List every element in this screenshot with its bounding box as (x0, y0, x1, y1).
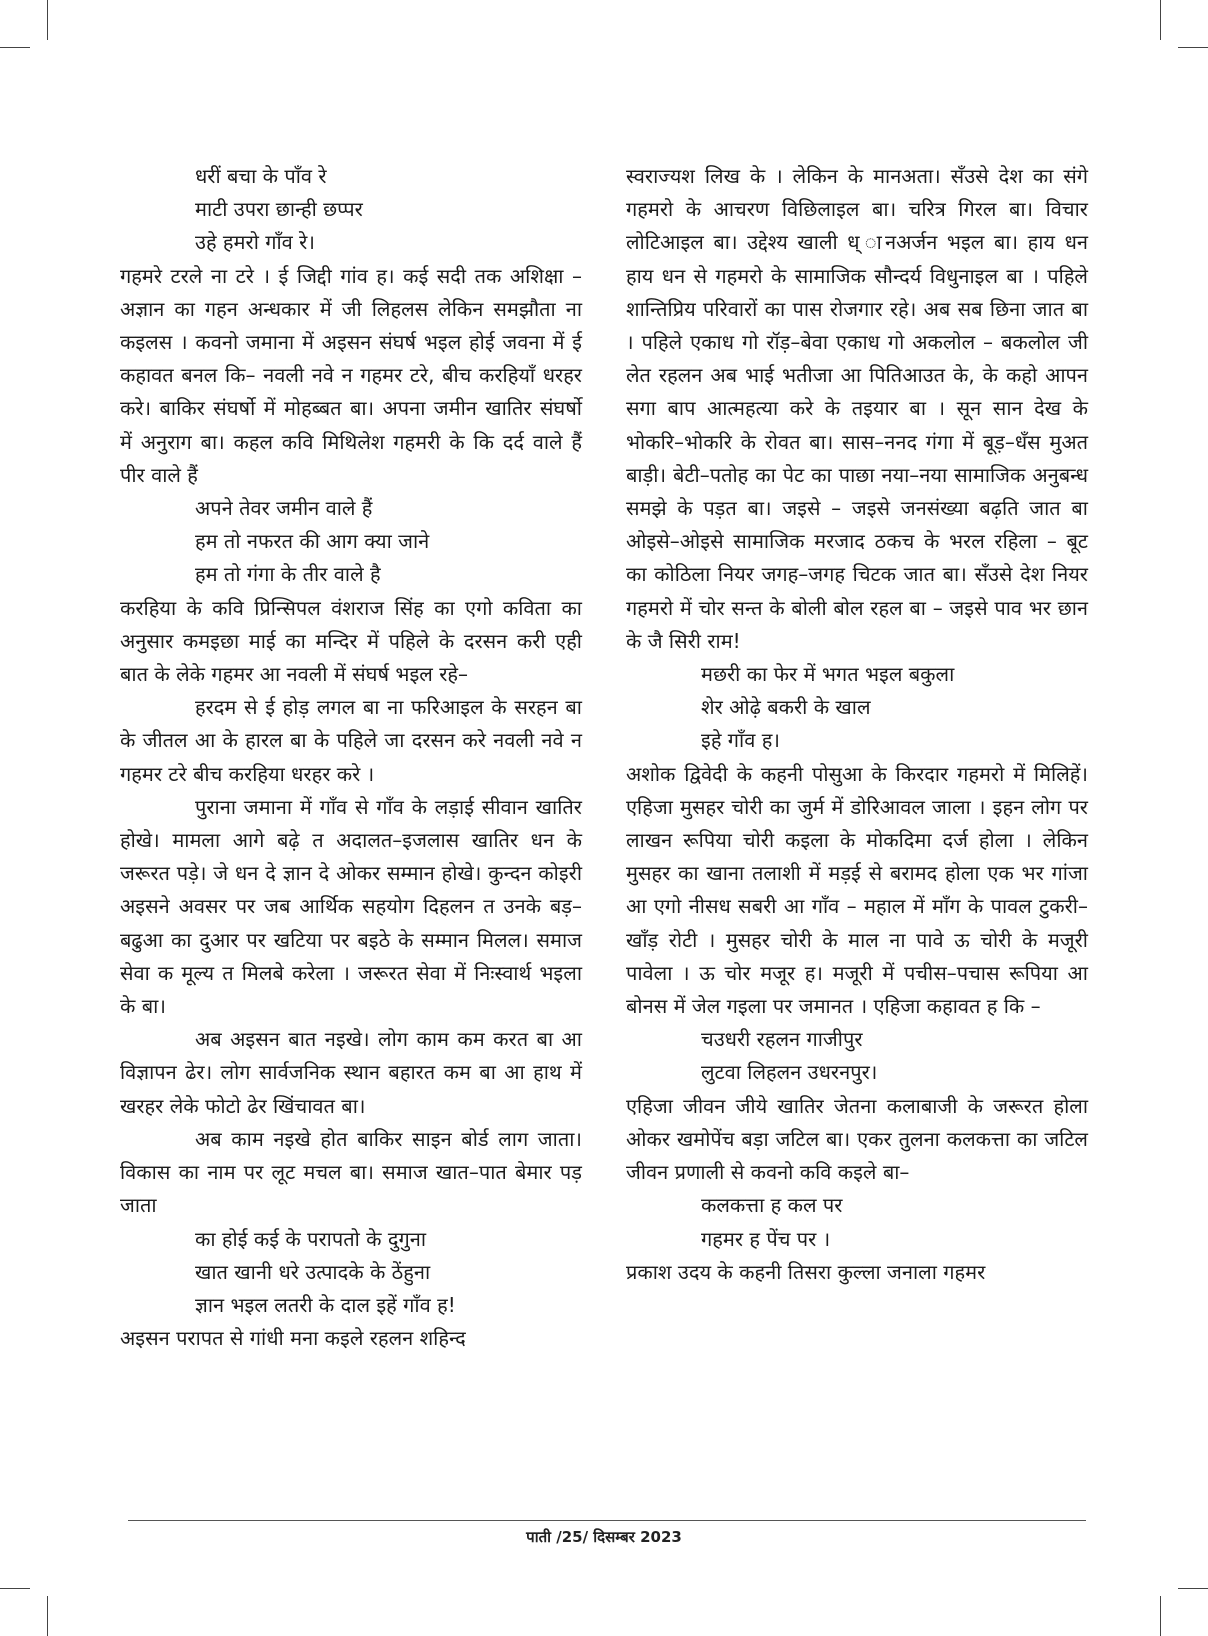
verse-line: हम तो नफरत की आग क्या जाने (195, 529, 430, 554)
crop-mark (1178, 1588, 1208, 1589)
verse-line: ज्ञान भइल लतरी के दाल इहें गाँव ह! (195, 1292, 456, 1317)
verse-line: हम तो गंगा के तीर वाले है (195, 562, 381, 587)
right-column (626, 160, 1088, 1289)
verse-line: धरीं बचा के पाँव रे (195, 164, 327, 188)
paragraph: अशोक द्विवेदी के कहनी पोसुआ के किरदार गहमरो में मिलिहें। एहिजा मुसहर चोरी का जुर्म में डोरिआवल जाला । इहन लोग पर लाखन रूपिया चोरी कइला के मोकदिमा दर्ज होला । लेकिन मुसहर का खाना तलाशी में मड़ई से बरामद होला एक भर गांजा आ एगो नीसध सबरी आ गाँव – महाल में माँग के पावल टुकरी–खाँड़ रोटी । मुसहर चोरी के माल ना पावे ऊ चोरी के मजूरी पावेला । ऊ चोर मजूर ह। मजूरी में पचीस–पचास रूपिया आ बोनस में जेल गइला पर जमानत । एहिजा कहावत ह कि – (626, 761, 1088, 1019)
verse-line: खात खानी धरे उत्पादके के ठेंहुना (195, 1259, 431, 1284)
verse-line: शेर ओढ़े बकरी के खाल (701, 695, 871, 720)
verse-line: माटी उपरा छान्ही छप्पर (195, 197, 363, 222)
verse-line: अपने तेवर जमीन वाले हैं (195, 496, 373, 521)
paragraph: करहिया के कवि प्रिन्सिपल वंशराज सिंह का एगो कविता का अनुसार कमइछा माई का मन्दिर में पहिले के दरसन करी एही बात के लेके गहमर आ नवली में संघर्ष भइल रहे– (120, 595, 582, 687)
verse-line: इहे गाँव ह। (701, 728, 780, 753)
paragraph: अब काम नइखे होत बाकिर साइन बोर्ड लाग जाता। विकास का नाम पर लूट मचल बा। समाज खात–पात बेमार पड़ जाता (120, 1126, 582, 1218)
crop-mark (0, 47, 30, 48)
crop-mark (47, 0, 48, 40)
page-footer: पाती /25/ दिसम्बर 2023 (526, 1528, 682, 1546)
crop-mark (47, 1596, 48, 1636)
paragraph: हरदम से ई होड़ लगल बा ना फरिआइल के सरहन बा के जीतल आ के हारल बा के पहिले जा दरसन करे नवली नवे न गहमर टरे बीच करहिया धरहर करे । (120, 695, 582, 786)
verse-line: मछरी का फेर में भगत भइल बकुला (701, 662, 955, 687)
crop-mark (1160, 1596, 1161, 1636)
paragraph: अब अइसन बात नइखे। लोग काम कम करत बा आ विज्ञापन ढेर। लोग सार्वजनिक स्थान बहारत कम बा आ हाथ में खरहर लेके फोटो ढेर खिंचावत बा। (120, 1027, 582, 1118)
verse-line: लुटवा लिहलन उधरनपुर। (701, 1060, 878, 1085)
verse-line: चउधरी रहलन गाजीपुर (701, 1027, 863, 1052)
paragraph: अइसन परापत से गांधी मना कइले रहलन शहिन्द (120, 1326, 466, 1351)
paragraph: गहमरे टरले ना टरे । ई जिद्दी गांव ह। कई सदी तक अशिक्षा – अज्ञान का गहन अन्धकार में जी लिहलस लेकिन समझौता ना कइलस । कवनो जमाना में अइसन संघर्ष भइल होई जवना में ई कहावत बनल कि– नवली नवे न गहमर टरे, बीच करहियाँ धरहर करे। बाकिर संघर्षो में मोहब्बत बा। अपना जमीन खातिर संघर्षो में अनुराग बा। कहल कवि मिथिलेश गहमरी के कि दर्द वाले हैं पीर वाले हैं (120, 263, 582, 487)
verse-line: उहे हमरो गाँव रे। (195, 230, 315, 255)
paragraph: एहिजा जीवन जीये खातिर जेतना कलाबाजी के जरूरत होला ओकर खमोपेंच बड़ा जटिल बा। एकर तुलना कलकत्ता का जटिल जीवन प्रणाली से कवनो कवि कइले बा– (626, 1093, 1088, 1185)
left-column (120, 160, 582, 1355)
verse-line: गहमर ह पेंच पर । (701, 1226, 831, 1251)
crop-mark (0, 1588, 30, 1589)
footer-rule (128, 1520, 1086, 1521)
verse-line: कलकत्ता ह कल पर (701, 1193, 843, 1218)
crop-mark (1178, 47, 1208, 48)
crop-mark (1160, 0, 1161, 40)
paragraph: पुराना जमाना में गाँव से गाँव के लड़ाई सीवान खातिर होखे। मामला आगे बढ़े त अदालत–इजलास खातिर धन के जरूरत पड़े। जे धन दे ज्ञान दे ओकर सम्मान होखे। कुन्दन कोइरी अइसने अवसर पर जब आर्थिक सहयोग दिहलन त उनके बड़–बढुआ का दुआर पर खटिया पर बइठे के सम्मान मिलल। समाज सेवा क मूल्य त मिलबे करेला । जरूरत सेवा में निःस्वार्थ भइला के बा। (120, 794, 582, 1019)
paragraph: स्वराज्यश लिख के । लेकिन के मानअता। सँउसे देश का संगे गहमरो के आचरण विछिलाइल बा। चरित्र गिरल बा। विचार लोटिआइल बा। उद्देश्य खाली ध् ानअर्जन भइल बा। हाय धन हाय धन से गहमरो के सामाजिक सौन्दर्य विधुनाइल बा । पहिले शान्तिप्रिय परिवारों का पास रोजगार रहे। अब सब छिना जात बा । पहिले एकाध गो रॉड़–बेवा एकाध गो अकलोल – बकलोल जी लेत रहलन अब भाई भतीजा आ पितिआउत के, के कहो आपन सगा बाप आत्महत्या करे के तइयार बा । सून सान देख के भोकरि–भोकरि के रोवत बा। सास–ननद गंगा में बूड़–धँस मुअत बाड़ी। बेटी–पतोह का पेट का पाछा नया–नया सामाजिक अनुबन्ध समझे के पड़त बा। जइसे – जइसे जनसंख्या बढ़ति जात बा ओइसे–ओइसे सामाजिक मरजाद ठकच के भरल रहिला – बूट का कोठिला नियर जगह–जगह चिटक जात बा। सँउसे देश नियर गहमरो में चोर सन्त के बोली बोल रहल बा – जइसे पाव भर छान के जै सिरी राम! (626, 164, 1088, 653)
verse-line: का होई कई के परापतो के दुगुना (195, 1226, 427, 1251)
paragraph: प्रकाश उदय के कहनी तिसरा कुल्ला जनाला गहमर (626, 1259, 986, 1284)
